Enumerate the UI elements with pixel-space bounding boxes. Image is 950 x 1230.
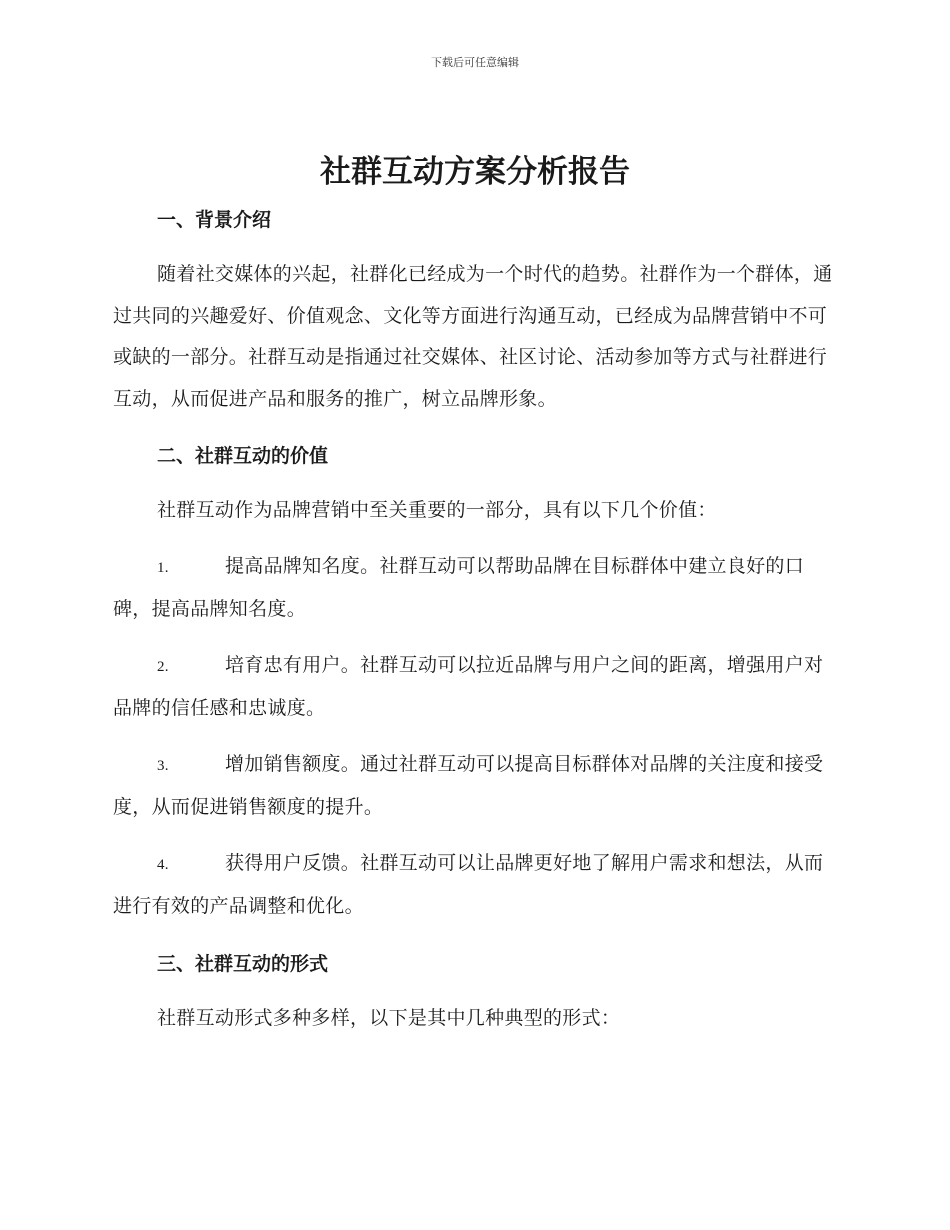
value-intro-paragraph: 社群互动作为品牌营销中至关重要的一部分，具有以下几个价值： (157, 499, 717, 521)
document-body (113, 198, 835, 1039)
section-heading-background: 一、背景介绍 (157, 209, 272, 231)
list-item (113, 546, 835, 631)
list-item-number: 1. (157, 559, 169, 576)
list-item-text: 培育忠有用户。社群互动可以拉近品牌与用户之间的距离，增强用户对品牌的信任感和忠诚度。 (113, 653, 824, 719)
page-header: 下载后可任意编辑 (431, 56, 519, 69)
list-item-number: 2. (157, 658, 169, 675)
section-heading-value: 二、社群互动的价值 (157, 445, 329, 467)
section-heading-forms: 三、社群互动的形式 (157, 952, 329, 975)
document-title: 社群互动方案分析报告 (320, 154, 630, 190)
background-paragraph: 随着社交媒体的兴起，社群化已经成为一个时代的趋势。社群作为一个群体，通过共同的兴趣爱好、价值观念、文化等方面进行沟通互动，已经成为品牌营销中不可或缺的一部分。社群互动是指通过社交媒体、社区讨论、活动参加等方式与社群进行互动，从而促进产品和服务的推广，树立品牌形象。 (113, 263, 833, 410)
list-item-text: 获得用户反馈。社群互动可以让品牌更好地了解用户需求和想法，从而进行有效的产品调整和优化。 (113, 851, 824, 917)
list-item (113, 843, 835, 928)
list-item-text: 提高品牌知名度。社群互动可以帮助品牌在目标群体中建立良好的口碑，提高品牌知名度。 (113, 554, 805, 620)
list-item-text: 增加销售额度。通过社群互动可以提高目标群体对品牌的关注度和接受度，从而促进销售额度的提升。 (113, 752, 824, 818)
list-item-number: 3. (157, 757, 169, 774)
list-item-number: 4. (157, 856, 169, 873)
list-item (113, 645, 835, 730)
forms-intro-paragraph: 社群互动形式多种多样，以下是其中几种典型的形式： (157, 1006, 621, 1029)
list-item (113, 744, 835, 829)
